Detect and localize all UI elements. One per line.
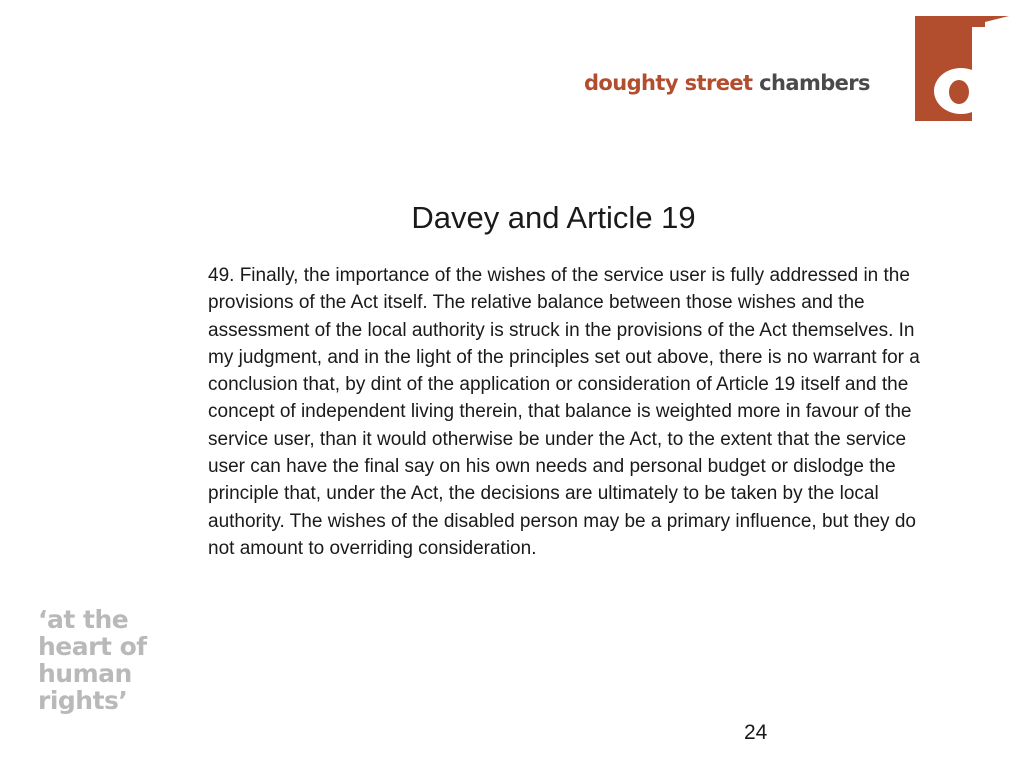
brand-name-chambers: chambers [759,71,870,95]
brand-name-doughty-street: doughty street [584,71,760,95]
tagline-line-1: ‘at the [38,605,129,634]
logo-d-mark [915,16,1009,121]
tagline-line-4: rights’ [38,686,128,715]
tagline [38,606,147,714]
brand-wordmark [584,71,870,95]
tagline-line-3: human [38,659,132,688]
tagline-line-2: heart of [38,632,147,661]
quoted-paragraph: 49. Finally, the importance of the wishes of the service user is fully addressed in the provisions of the Act itself. The relative balance between those wishes and the assessment of the local authority is struck in the provisions of the Act themselves. In my judgment, and in the light of the principles set out above, there is no warrant for a conclusion that, by dint of the application or consideration of Article 19 itself and the concept of independent living therein, that balance is weighted more in favour of the service user, than it would otherwise be under the Act, to the extent that the service user can have the final say on his own needs and personal budget or dislodge the principle that, under the Act, the decisions are ultimately to be taken by the local authority. The wishes of the disabled person may be a primary influence, but they do not amount to overriding consideration. [208,265,920,559]
page-number: 24 [744,721,768,744]
slide-title: Davey and Article 19 [411,200,696,235]
